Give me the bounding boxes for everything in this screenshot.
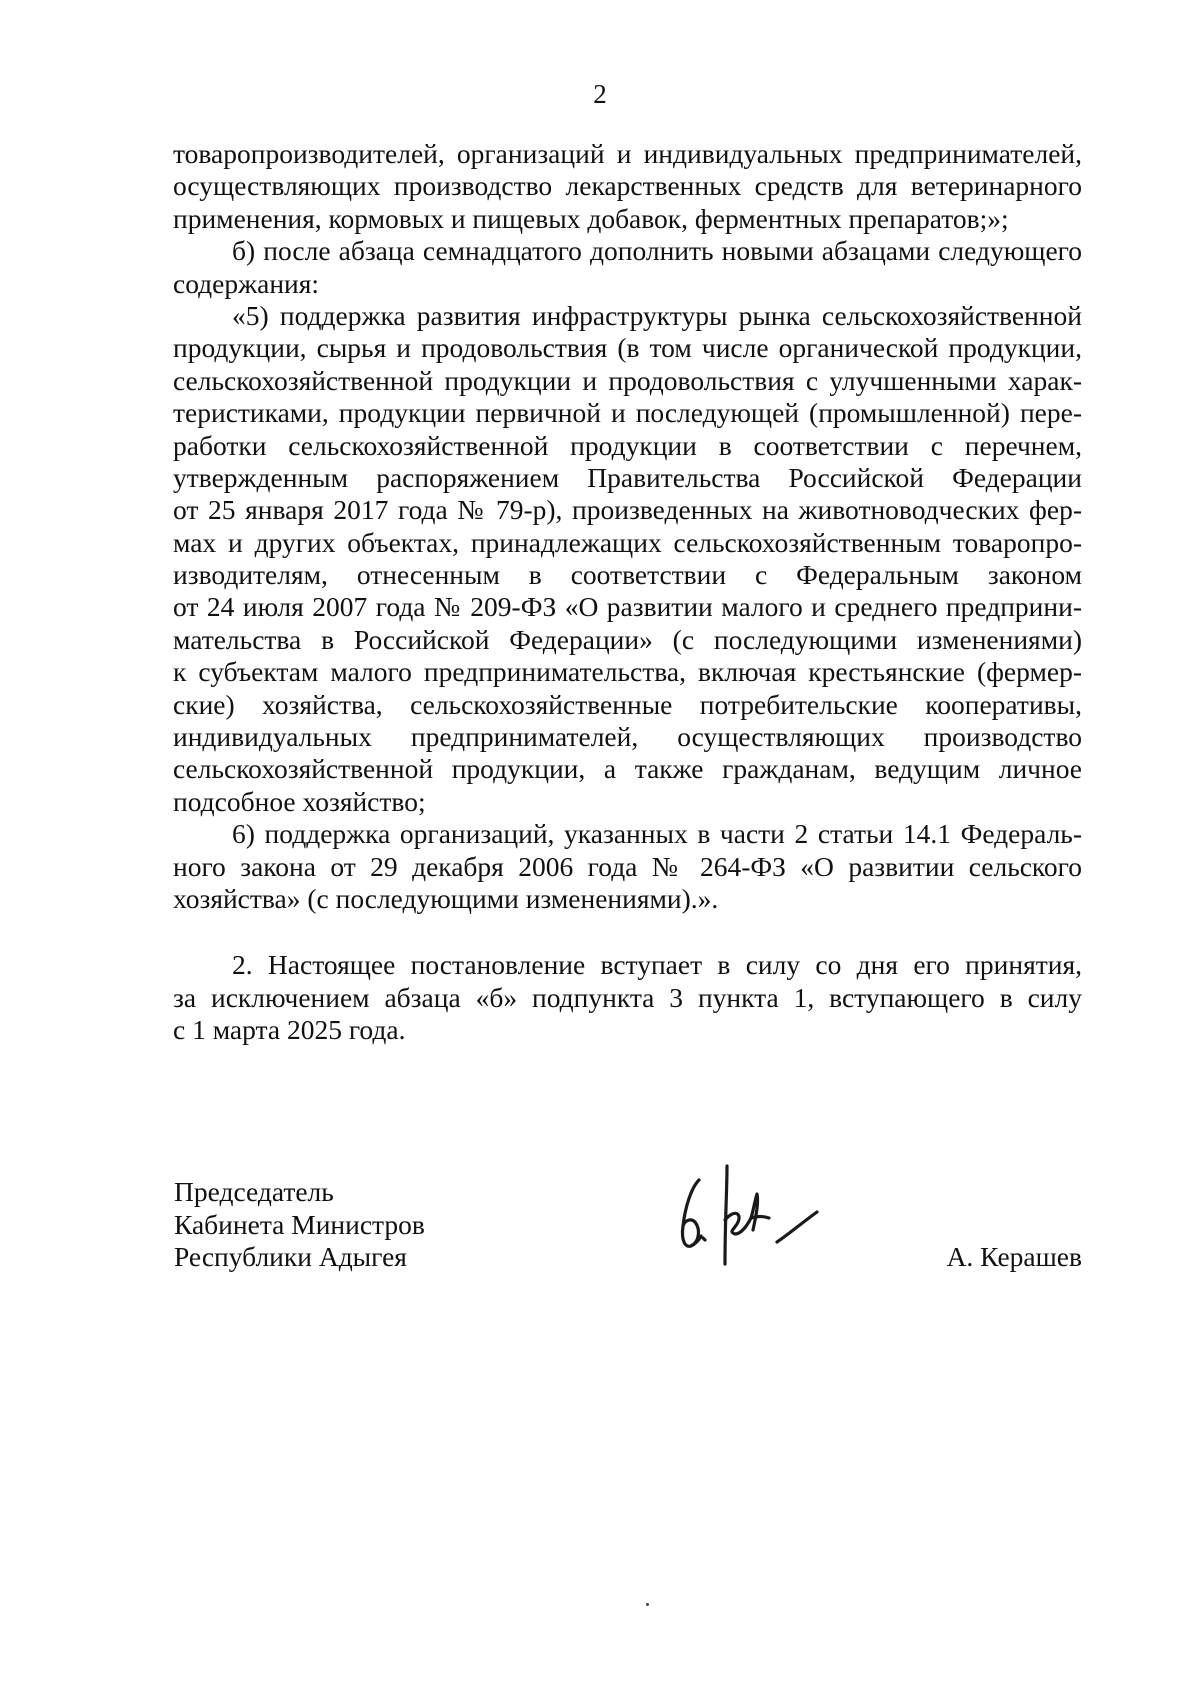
scan-speck xyxy=(646,1603,649,1606)
page-number: 2 xyxy=(593,79,607,109)
text-line: к субъектам малого предпринимательства, включая крестьянские (фермер- xyxy=(173,656,1082,688)
text-line: «5) поддержка развития инфраструктуры рынка сельскохозяйственной xyxy=(232,299,1082,331)
text-line: за исключением абзаца «б» подпункта 3 пункта 1, вступающего в силу xyxy=(173,981,1082,1013)
paragraph-gap xyxy=(173,915,1082,949)
paragraph-item-5 xyxy=(173,300,1082,818)
handwritten-signature xyxy=(665,1160,835,1270)
paragraph-continuation xyxy=(173,138,1082,235)
paragraph-item-6 xyxy=(173,818,1082,915)
text-line: продукции, сырья и продовольствия (в том числе органической продукции, xyxy=(173,332,1082,364)
paragraph-point-2 xyxy=(173,949,1082,1046)
text-line: работки сельскохозяйственной продукции в соответствии с перечнем, xyxy=(173,429,1082,461)
paragraph-item-b xyxy=(173,235,1082,300)
text-line: 2. Настоящее постановление вступает в силу со дня его принятия, xyxy=(232,949,1082,981)
text-line: б) после абзаца семнадцатого дополнить новыми абзацами следующего xyxy=(232,235,1082,267)
text-line: товаропроизводителей, организаций и индивидуальных предпринимателей, xyxy=(173,138,1082,169)
text-line: осуществляющих производство лекарственных средств для ветеринарного xyxy=(173,170,1082,202)
text-line: ного закона от 29 декабря 2006 года № 264-ФЗ «О развитии сельского xyxy=(173,850,1082,882)
text-line: сельскохозяйственной продукции, а также гражданам, ведущим личное xyxy=(173,753,1082,785)
text-line: 6) поддержка организаций, указанных в части 2 статьи 14.1 Федераль- xyxy=(232,818,1082,850)
signer-name: А. Керашев xyxy=(946,1241,1082,1272)
text-line: содержания: xyxy=(173,267,320,299)
signer-position-line: Председатель xyxy=(174,1176,334,1207)
text-line: мах и других объектах, принадлежащих сельскохозяйственным товаропро- xyxy=(173,526,1082,558)
text-line: утвержденным распоряжением Правительства Российской Федерации xyxy=(173,461,1082,493)
text-line: индивидуальных предпринимателей, осуществляющих производство xyxy=(173,721,1082,753)
text-line: изводителям, отнесенным в соответствии с Федеральным законом xyxy=(173,559,1082,591)
text-line: с 1 марта 2025 года. xyxy=(173,1014,406,1046)
signer-position-line: Республики Адыгея xyxy=(174,1241,407,1272)
text-line: мательства в Российской Федерации» (с последующими изменениями) xyxy=(173,623,1082,655)
text-line: теристиками, продукции первичной и последующей (промышленной) пере- xyxy=(173,397,1082,429)
text-line: хозяйства» (с последующими изменениями).». xyxy=(173,882,719,914)
text-line: от 24 июля 2007 года № 209-ФЗ «О развитии малого и среднего предприни- xyxy=(173,591,1082,623)
text-line: подсобное хозяйство; xyxy=(173,785,426,817)
text-line: от 25 января 2017 года № 79-р), произведенных на животноводческих фер- xyxy=(173,494,1082,526)
text-line: ские) хозяйства, сельскохозяйственные потребительские кооперативы, xyxy=(173,688,1082,720)
text-line: сельскохозяйственной продукции и продовольствия с улучшенными харак- xyxy=(173,364,1082,396)
document-body xyxy=(173,138,1082,1047)
signer-position xyxy=(174,1176,425,1274)
text-line: применения, кормовых и пищевых добавок, ферментных препаратов;»; xyxy=(173,202,1009,234)
signer-position-line: Кабинета Министров xyxy=(174,1208,425,1240)
